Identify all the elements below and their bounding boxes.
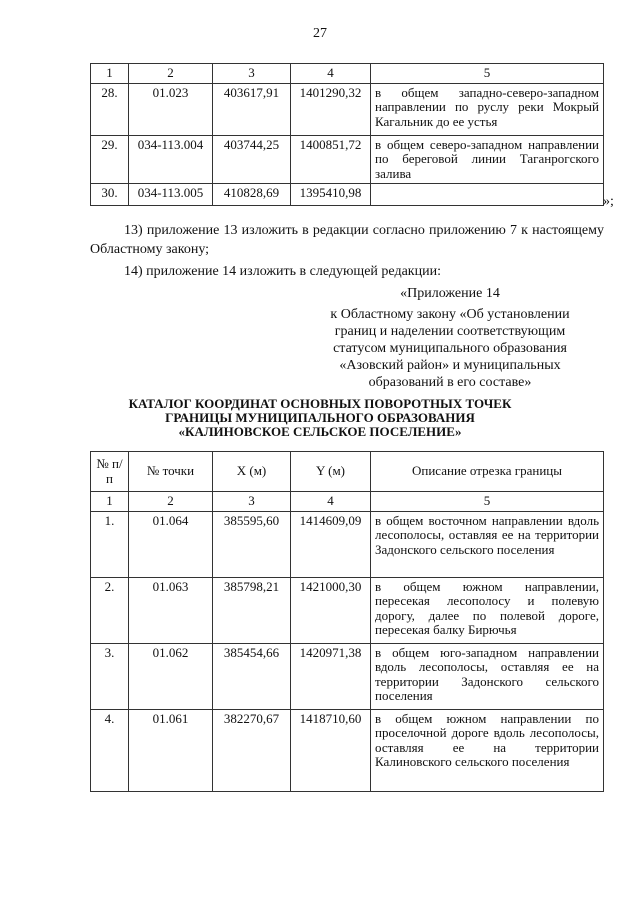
header-cell: 4	[291, 64, 371, 84]
header-cell: 5	[371, 492, 604, 512]
x-coordinate: 410828,69	[213, 184, 291, 206]
table-row	[91, 184, 604, 206]
appendix-line: образований в его составе»	[368, 375, 532, 390]
segment-description: в общем юго-западном направлении вдоль лесополосы, оставляя ее на территории Задонского сельского поселения	[371, 643, 604, 709]
x-coordinate: 403617,91	[213, 83, 291, 135]
x-coordinate: 382270,67	[213, 709, 291, 791]
table-row	[91, 643, 604, 709]
y-coordinate: 1414609,09	[291, 511, 371, 577]
catalog-title-line: «КАЛИНОВСКОЕ СЕЛЬСКОЕ ПОСЕЛЕНИЕ»	[178, 424, 462, 439]
row-number: 28.	[91, 83, 129, 135]
header-cell: 1	[91, 492, 129, 512]
row-number: 4.	[91, 709, 129, 791]
table-row	[91, 83, 604, 135]
header-description: Описание отрезка границы	[371, 452, 604, 492]
row-number: 2.	[91, 577, 129, 643]
x-coordinate: 403744,25	[213, 135, 291, 184]
y-coordinate: 1400851,72	[291, 135, 371, 184]
appendix-line: границ и наделении соответствующим	[334, 324, 566, 339]
row-number: 3.	[91, 643, 129, 709]
table-header	[91, 452, 604, 492]
segment-description: в общем южном направлении по проселочной дороге вдоль лесополосы, оставляя ее на территории Калиновского сельского поселения	[371, 709, 604, 791]
point-number: 01.064	[129, 511, 213, 577]
appendix-title: «Приложение 14	[400, 286, 500, 301]
header-row-number: № п/п	[91, 452, 129, 492]
header-cell: 1	[91, 64, 129, 84]
table-header-numbers	[91, 64, 604, 84]
row-number: 30.	[91, 184, 129, 206]
header-cell: 3	[213, 64, 291, 84]
y-coordinate: 1401290,32	[291, 83, 371, 135]
table-row	[91, 511, 604, 577]
table-header-numbers	[91, 492, 604, 512]
appendix-line: «Азовский район» и муниципальных	[339, 358, 561, 373]
segment-description: в общем северо-западном направлении по береговой линии Таганрогского залива	[371, 135, 604, 184]
paragraph-13: 13) приложение 13 изложить в редакции согласно приложению 7 к настоящему Областному закону;	[90, 223, 604, 257]
table-row	[91, 577, 604, 643]
point-number: 01.063	[129, 577, 213, 643]
header-cell: 4	[291, 492, 371, 512]
point-number: 034-113.004	[129, 135, 213, 184]
coordinates-table-continuation	[90, 63, 604, 206]
y-coordinate: 1395410,98	[291, 184, 371, 206]
x-coordinate: 385454,66	[213, 643, 291, 709]
y-coordinate: 1420971,38	[291, 643, 371, 709]
coordinates-table	[90, 451, 604, 792]
appendix-line: к Областному закону «Об установлении	[330, 307, 570, 322]
header-cell: 3	[213, 492, 291, 512]
page-number: 27	[313, 26, 327, 41]
closing-quote: »;	[603, 194, 614, 209]
header-cell: 2	[129, 64, 213, 84]
segment-description	[371, 184, 604, 206]
segment-description: в общем западно-северо-западном направлении по руслу реки Мокрый Кагальник до ее устья	[371, 83, 604, 135]
table-row	[91, 709, 604, 791]
segment-description: в общем южном направлении, пересекая лесополосу и полевую дорогу, далее по полевой дороге, пересекая балку Бирючья	[371, 577, 604, 643]
y-coordinate: 1421000,30	[291, 577, 371, 643]
table-row	[91, 135, 604, 184]
x-coordinate: 385595,60	[213, 511, 291, 577]
point-number: 01.023	[129, 83, 213, 135]
appendix-line: статусом муниципального образования	[333, 341, 567, 356]
x-coordinate: 385798,21	[213, 577, 291, 643]
header-x: X (м)	[213, 452, 291, 492]
catalog-title-line: ГРАНИЦЫ МУНИЦИПАЛЬНОГО ОБРАЗОВАНИЯ	[165, 410, 475, 425]
header-point-number: № точки	[129, 452, 213, 492]
header-y: Y (м)	[291, 452, 371, 492]
point-number: 01.061	[129, 709, 213, 791]
header-cell: 2	[129, 492, 213, 512]
row-number: 29.	[91, 135, 129, 184]
point-number: 034-113.005	[129, 184, 213, 206]
row-number: 1.	[91, 511, 129, 577]
point-number: 01.062	[129, 643, 213, 709]
header-cell: 5	[371, 64, 604, 84]
catalog-title	[0, 397, 640, 439]
y-coordinate: 1418710,60	[291, 709, 371, 791]
paragraph-14: 14) приложение 14 изложить в следующей редакции:	[124, 264, 441, 279]
catalog-title-line: КАТАЛОГ КООРДИНАТ ОСНОВНЫХ ПОВОРОТНЫХ ТОЧЕК	[128, 396, 512, 411]
segment-description: в общем восточном направлении вдоль лесополосы, оставляя ее на территории Задонского сельского поселения	[371, 511, 604, 577]
